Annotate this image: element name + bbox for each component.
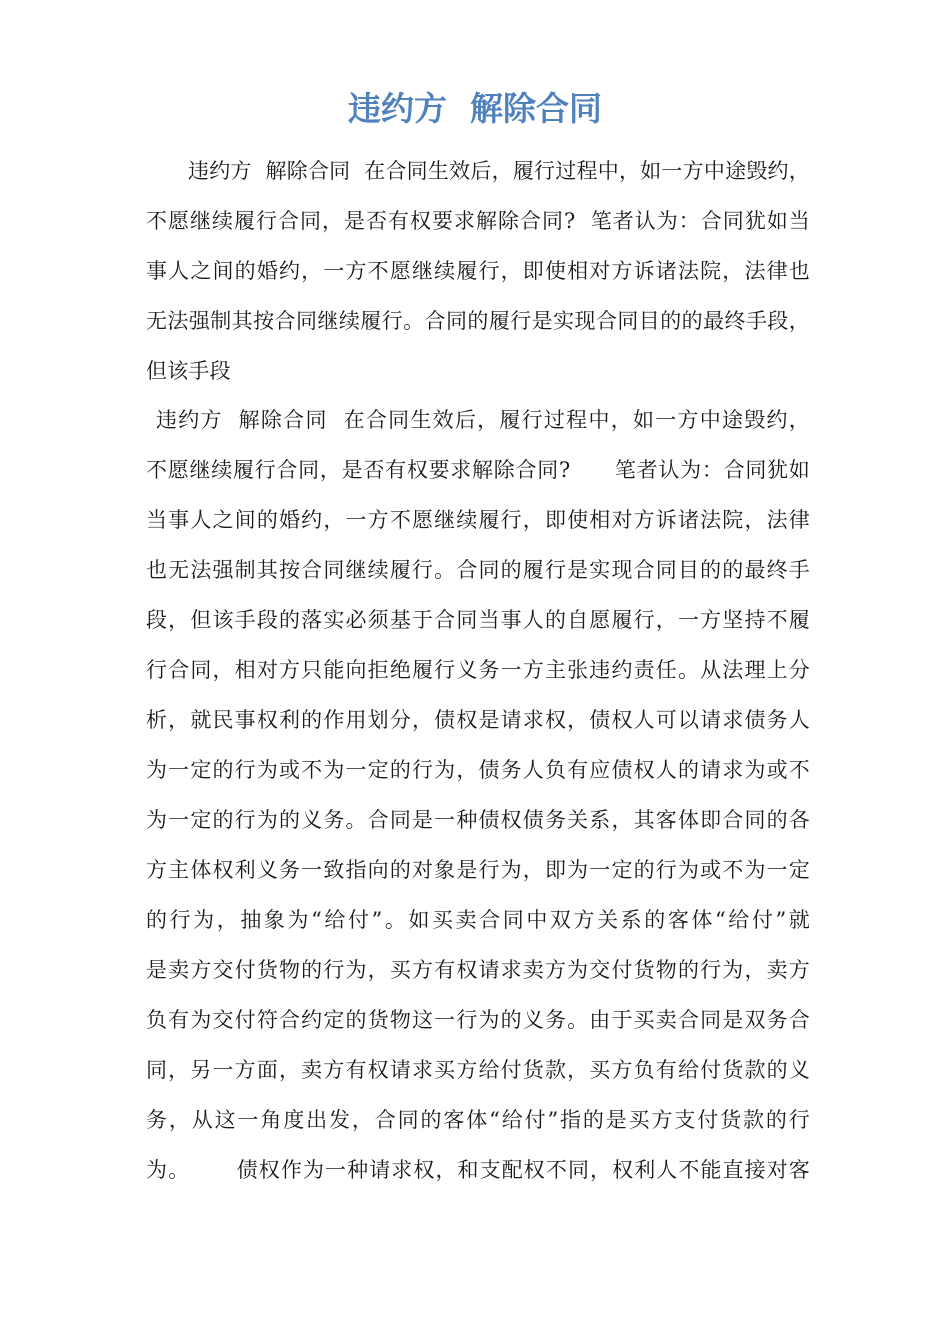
- text-line: 不愿继续履行合同，是否有权要求解除合同? 笔者认为：合同犹如: [146, 458, 810, 482]
- text-line: 不愿继续履行合同，是否有权要求解除合同? 笔者认为：合同犹如当: [146, 209, 810, 233]
- text-line: 事人之间的婚约，一方不愿继续履行，即使相对方诉诸法院，法律也: [146, 259, 810, 283]
- text-line: 同，另一方面，卖方有权请求买方给付货款，买方负有给付货款的义: [146, 1058, 810, 1082]
- document-title: 违约方 解除合同: [348, 89, 602, 128]
- text-line: 负有为交付符合约定的货物这一行为的义务。由于买卖合同是双务合: [146, 1008, 810, 1032]
- text-line: 也无法强制其按合同继续履行。合同的履行是实现合同目的的最终手: [146, 558, 810, 582]
- paragraph-2: [146, 395, 810, 1195]
- text-line: 的行为，抽象为“给付”。如买卖合同中双方关系的客体“给付”就: [146, 908, 810, 932]
- text-line: 当事人之间的婚约，一方不愿继续履行，即使相对方诉诸法院，法律: [146, 508, 810, 532]
- text-line: 行合同，相对方只能向拒绝履行义务一方主张违约责任。从法理上分: [146, 658, 810, 682]
- text-line: 为一定的行为的义务。合同是一种债权债务关系，其客体即合同的各: [146, 808, 810, 832]
- paragraph-1: [146, 146, 810, 396]
- text-line: 是卖方交付货物的行为，买方有权请求卖方为交付货物的行为，卖方: [146, 958, 810, 982]
- text-line: 但该手段: [146, 359, 231, 383]
- text-line: 违约方 解除合同 在合同生效后，履行过程中，如一方中途毁约，: [156, 408, 810, 432]
- text-line: 无法强制其按合同继续履行。合同的履行是实现合同目的的最终手段，: [146, 309, 810, 333]
- text-line: 为一定的行为或不为一定的行为，债务人负有应债权人的请求为或不: [146, 758, 810, 782]
- text-line: 务，从这一角度出发，合同的客体“给付”指的是买方支付货款的行: [146, 1108, 810, 1132]
- text-line: 为。 债权作为一种请求权，和支配权不同，权利人不能直接对客: [146, 1158, 810, 1182]
- text-line: 析，就民事权利的作用划分，债权是请求权，债权人可以请求债务人: [146, 708, 810, 732]
- text-line: 违约方 解除合同 在合同生效后，履行过程中，如一方中途毁约，: [188, 159, 810, 183]
- text-line: 方主体权利义务一致指向的对象是行为，即为一定的行为或不为一定: [146, 858, 810, 882]
- text-line: 段，但该手段的落实必须基于合同当事人的自愿履行，一方坚持不履: [146, 608, 810, 632]
